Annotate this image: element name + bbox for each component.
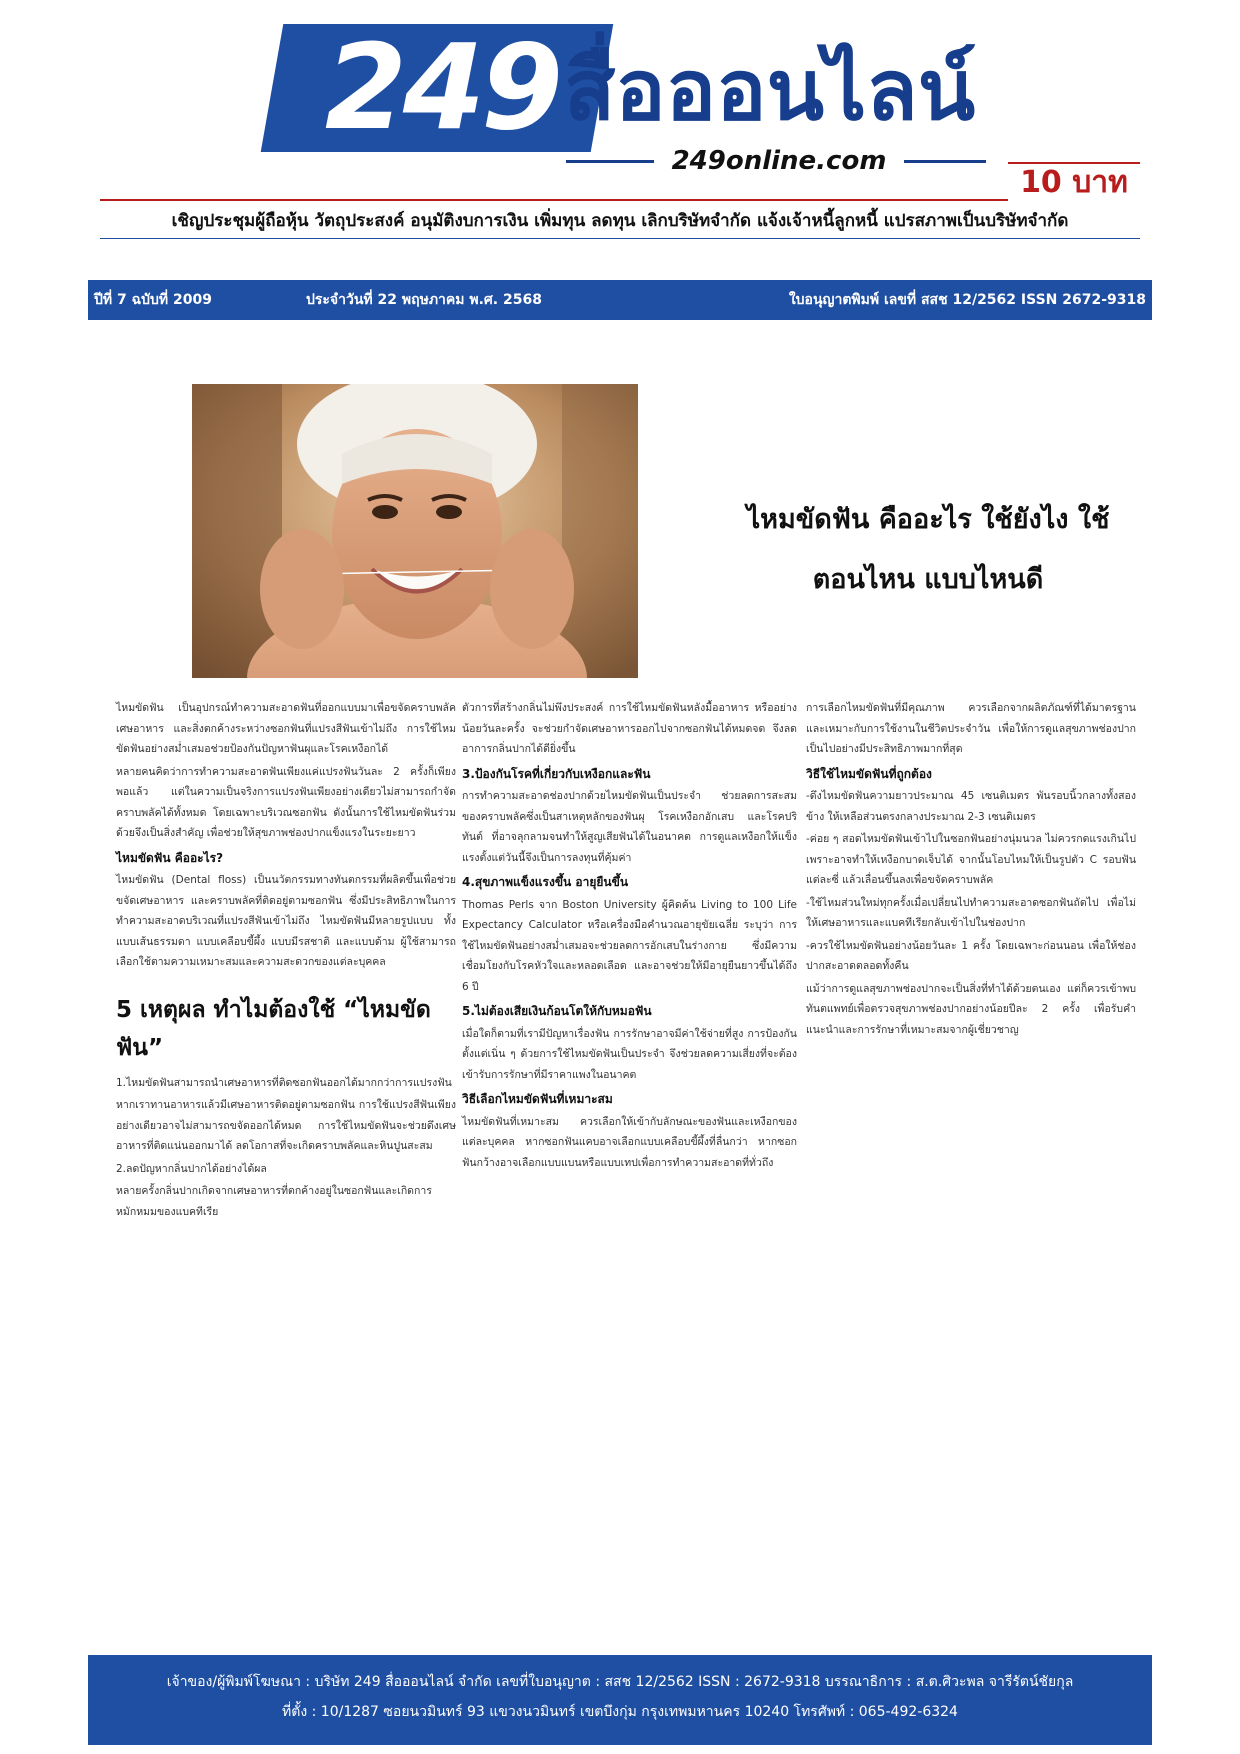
section-heading: ไหมขัดฟัน คืออะไร?: [116, 850, 224, 865]
paragraph: การทำความสะอาดช่องปากด้วยไหมขัดฟันเป็นประจำ ช่วยลดการสะสมของคราบพลัคซึ่งเป็นสาเหตุหลักของฟันผุ โรคเหงือกอักเสบ และโรคปริทันต์ ที่อาจลุกลามจนทำให้สูญเสียฟันได้ในอนาคต การดูแลเหงือกให้แข็งแรงตั้งแต่วันนี้จึงเป็นการลงทุนที่คุ้มค่า: [462, 790, 797, 864]
paragraph: การเลือกไหมขัดฟันที่มีคุณภาพ ควรเลือกจากผลิตภัณฑ์ที่ได้มาตรฐาน และเหมาะกับการใช้งานในชีวิตประจำวัน เพื่อให้การดูแลสุขภาพช่องปากเป็นไปอย่างมีประสิทธิภาพมากที่สุด: [806, 702, 1136, 755]
issue-number: ปีที่ 7 ฉบับที่ 2009: [94, 292, 212, 308]
article-column-1: [116, 698, 456, 1528]
paragraph: หากเราทานอาหารแล้วมีเศษอาหารติดอยู่ตามซอกฟัน การใช้แปรงสีฟันเพียงอย่างเดียวอาจไม่สามารถขจัดออกได้หมด การใช้ไหมขัดฟันจะช่วยดึงเศษอาหารที่ติดแน่นออกมาได้ ลดโอกาสที่จะเกิดคราบพลัคและหินปูนสะสม: [116, 1099, 456, 1152]
paragraph: -ดึงไหมขัดฟันความยาวประมาณ 45 เซนติเมตร พันรอบนิ้วกลางทั้งสองข้าง ให้เหลือส่วนตรงกลางประมาณ 2-3 เซนติเมตร: [806, 790, 1136, 823]
paragraph: 2.ลดปัญหากลิ่นปากได้อย่างได้ผล: [116, 1162, 267, 1175]
paragraph: หลายคนคิดว่าการทำความสะอาดฟันเพียงแค่แปรงฟันวันละ 2 ครั้งก็เพียงพอแล้ว แต่ในความเป็นจริงการแปรงฟันเพียงอย่างเดียวไม่สามารถกำจัดคราบพลัคได้ทั้งหมด โดยเฉพาะบริเวณซอกฟัน ดังนั้นการใช้ไหมขัดฟันร่วมด้วยจึงเป็นสิ่งสำคัญ เพื่อช่วยให้สุขภาพช่องปากแข็งแรงในระยะยาว: [116, 765, 456, 839]
paragraph: ไหมขัดฟัน เป็นอุปกรณ์ทำความสะอาดฟันที่ออกแบบมาเพื่อขจัดคราบพลัค เศษอาหาร และสิ่งตกค้างระหว่างซอกฟันที่แปรงสีฟันเข้าไม่ถึง การใช้ไหมขัดฟันอย่างสม่ำเสมอช่วยป้องกันปัญหาฟันผุและโรคเหงือกได้: [116, 702, 456, 755]
price-divider: [100, 199, 1140, 201]
section-heading: วิธีเลือกไหมขัดฟันที่เหมาะสม: [462, 1092, 613, 1106]
price-label: 10 บาท: [1008, 162, 1140, 202]
issue-info-bar: [88, 280, 1152, 320]
headline-line-2: ตอนไหน แบบไหนดี: [812, 564, 1044, 595]
article-headline: [718, 490, 1138, 610]
paragraph: ตัวการที่สร้างกลิ่นไม่พึงประสงค์ การใช้ไหมขัดฟันหลังมื้ออาหาร หรืออย่างน้อยวันละครั้ง จะช่วยกำจัดเศษอาหารออกไปจากซอกฟันได้หมดจด จึงลดอาการกลิ่นปากได้ดียิ่งขึ้น: [462, 702, 797, 755]
paragraph: -ใช้ไหมส่วนใหม่ทุกครั้งเมื่อเปลี่ยนไปทำความสะอาดซอกฟันถัดไป เพื่อไม่ให้เศษอาหารและแบคทีเรียกลับเข้าไปในช่องปาก: [806, 896, 1136, 929]
paragraph: 1.ไหมขัดฟันสามารถนำเศษอาหารที่ติดซอกฟันออกได้มากกว่าการแปรงฟัน: [116, 1076, 452, 1089]
section-heading: 3.ป้องกันโรคที่เกี่ยวกับเหงือกและฟัน: [462, 766, 651, 781]
paragraph: แม้ว่าการดูแลสุขภาพช่องปากจะเป็นสิ่งที่ทำได้ด้วยตนเอง แต่ก็ควรเข้าพบทันตแพทย์เพื่อตรวจสุขภาพช่องปากอย่างน้อยปีละ 2 ครั้ง เพื่อรับคำแนะนำและการรักษาที่เหมาะสมจากผู้เชี่ยวชาญ: [806, 982, 1136, 1036]
article-photo: [192, 384, 638, 678]
paragraph: ไหมขัดฟัน (Dental floss) เป็นนวัตกรรมทางทันตกรรมที่ผลิตขึ้นเพื่อช่วยขจัดเศษอาหาร และคราบพลัคที่ติดอยู่ตามซอกฟัน ซึ่งมีประสิทธิภาพในการทำความสะอาดบริเวณที่แปรงสีฟันเข้าไม่ถึง ไหมขัดฟันมีหลายรูปแบบ ทั้งแบบเส้นธรรมดา แบบเคลือบขี้ผึ้ง แบบมีรสชาติ และแบบด้าม ผู้ใช้สามารถเลือกใช้ตามความเหมาะสมและความสะดวกของแต่ละบุคคล: [116, 874, 456, 968]
article-column-3: [806, 698, 1136, 1528]
article-column-2: [462, 698, 797, 1528]
paragraph: ไหมขัดฟันที่เหมาะสม ควรเลือกให้เข้ากับลักษณะของฟันและเหงือกของแต่ละบุคคล หากซอกฟันแคบอาจเลือกแบบเคลือบขี้ผึ้งที่ลื่นกว่า หากซอกฟันกว้างอาจเลือกแบบแบนหรือแบบเทปเพื่อการทำความสะอาดที่ทั่วถึง: [462, 1115, 797, 1169]
footer-owner-line: เจ้าของ/ผู้พิมพ์โฆษณา : บริษัท 249 สื่อออนไลน์ จำกัด เลขที่ใบอนุญาต : สสช 12/2562 ISSN : 2672-9318 บรรณาธิการ : ส.ต.ศิวะพล จารีรัตน์ชัยกุล: [166, 1674, 1074, 1690]
issue-date: ประจำวันที่ 22 พฤษภาคม พ.ศ. 2568: [306, 292, 542, 308]
paragraph: เมื่อใดก็ตามที่เรามีปัญหาเรื่องฟัน การรักษาอาจมีค่าใช้จ่ายที่สูง การป้องกันตั้งแต่เนิ่น ๆ ด้วยการใช้ไหมขัดฟันเป็นประจำ จึงช่วยลดความเสี่ยงที่จะต้องเข้ารับการรักษาที่มีราคาแพงในอนาคต: [462, 1027, 797, 1081]
section-heading: 4.สุขภาพแข็งแรงขึ้น อายุยืนขึ้น: [462, 875, 629, 889]
headline-line-1: ไหมขัดฟัน คืออะไร ใช้ยังไง ใช้: [746, 504, 1110, 535]
section-heading: วิธีใช้ไหมขัดฟันที่ถูกต้อง: [806, 766, 932, 781]
paragraph: -ค่อย ๆ สอดไหมขัดฟันเข้าไปในซอกฟันอย่างนุ่มนวล ไม่ควรกดแรงเกินไป เพราะอาจทำให้เหงือกบาดเจ็บได้ จากนั้นโอบไหมให้เป็นรูปตัว C รอบฟันแต่ละซี่ แล้วเลื่อนขึ้นลงเพื่อขจัดคราบพลัค: [806, 833, 1136, 886]
section-heading: 5.ไม่ต้องเสียเงินก้อนโตให้กับหมอฟัน: [462, 1004, 652, 1018]
logo-number: 249: [324, 18, 560, 156]
tagline-divider: [100, 238, 1140, 239]
footer-address-line: ที่ตั้ง : 10/1287 ซอยนวมินทร์ 93 แขวงนวมินทร์ เขตบึงกุ่ม กรุงเทพมหานคร 10240 โทรศัพท์ : 065-492-6324: [282, 1704, 958, 1720]
masthead: [0, 0, 1240, 231]
license-number: ใบอนุญาตพิมพ์ เลขที่ สสช 12/2562 ISSN 2672-9318: [788, 292, 1146, 308]
tagline: เชิญประชุมผู้ถือหุ้น วัตถุประสงค์ อนุมัติงบการเงิน เพิ่มทุน ลดทุน เลิกบริษัทจำกัด แจ้งเจ้าหนี้ลูกหนี้ แปรสภาพเป็นบริษัทจำกัด: [171, 211, 1069, 231]
paragraph: หลายครั้งกลิ่นปากเกิดจากเศษอาหารที่ตกค้างอยู่ในซอกฟันและเกิดการหมักหมมของแบคทีเรีย: [116, 1185, 432, 1218]
publisher-footer: [88, 1655, 1152, 1745]
logo-url: 249online.com: [654, 144, 904, 178]
logo-thai-text: สื่อออนไลน์: [564, 41, 976, 139]
paragraph: Thomas Perls จาก Boston University ผู้คิดค้น Living to 100 Life Expectancy Calculator หรือเครื่องมือคำนวณอายุขัยเฉลี่ย ระบุว่า การใช้ไหมขัดฟันอย่างสม่ำเสมอจะช่วยลดการอักเสบในร่างกาย ซึ่งมีความเชื่อมโยงกับโรคหัวใจและหลอดเลือด และอาจช่วยให้มีอายุยืนยาวขึ้นได้ถึง 6 ปี: [462, 898, 797, 993]
paragraph: -ควรใช้ไหมขัดฟันอย่างน้อยวันละ 1 ครั้ง โดยเฉพาะก่อนนอน เพื่อให้ช่องปากสะอาดตลอดทั้งคืน: [806, 939, 1136, 972]
section-title: 5 เหตุผล ทำไมต้องใช้ “ไหมขัดฟัน”: [116, 996, 431, 1061]
